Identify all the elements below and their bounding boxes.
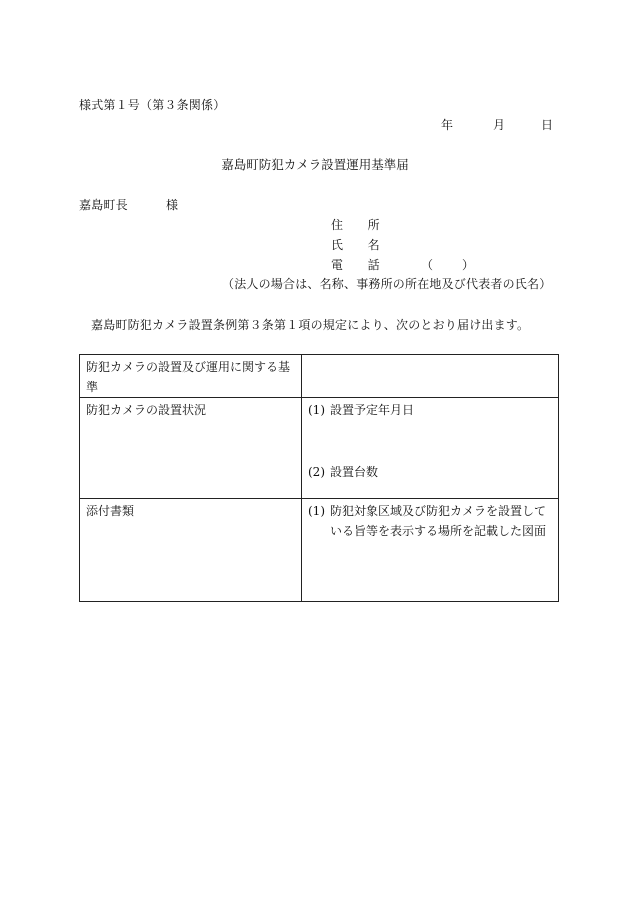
item-number: (1) [308, 504, 325, 518]
row-value-installation [302, 398, 559, 499]
phone-paren-close: ） [462, 258, 475, 272]
addressee-name: 嘉島町長 [79, 198, 128, 212]
list-item [308, 400, 554, 420]
date-day: 日 [541, 118, 554, 132]
body-text: 嘉島町防犯カメラ設置条例第３条第１項の規定により、次のとおり届け出ます。 [91, 318, 530, 332]
name-label: 氏 名 [331, 238, 380, 252]
item-text: 設置予定年月日 [330, 403, 415, 417]
table-row [80, 499, 559, 602]
row-label-text: 添付書類 [86, 504, 135, 518]
item-number: (2) [308, 465, 325, 479]
item-text: 設置台数 [330, 465, 379, 479]
phone-paren-open: （ [421, 258, 434, 272]
list-item [308, 462, 554, 482]
row-label-attachments [80, 499, 302, 602]
date-year: 年 [441, 118, 454, 132]
row-value-attachments [302, 499, 559, 602]
date-month: 月 [493, 118, 506, 132]
row-label-standards [80, 355, 302, 398]
row-value-standards [302, 355, 559, 398]
document-title: 嘉島町防犯カメラ設置運用基準届 [221, 157, 409, 172]
corporate-note: （法人の場合は、名称、事務所の所在地及び代表者の氏名） [222, 277, 552, 291]
addressee-honorific: 様 [166, 198, 179, 212]
item-text: 防犯対象区域及び防犯カメラを設置している旨等を表示する場所を記載した図面 [330, 504, 547, 538]
form-number: 様式第１号（第３条関係） [79, 98, 226, 112]
list-item [308, 501, 554, 541]
phone-label: 電 話 [331, 258, 380, 272]
item-number: (1) [308, 403, 325, 417]
row-label-installation [80, 398, 302, 499]
row-label-text: 防犯カメラの設置及び運用に関する基準 [86, 360, 291, 394]
table-row [80, 398, 559, 499]
address-label: 住 所 [331, 218, 380, 232]
row-label-text: 防犯カメラの設置状況 [86, 403, 207, 417]
table-row [80, 355, 559, 398]
form-table [79, 354, 559, 602]
